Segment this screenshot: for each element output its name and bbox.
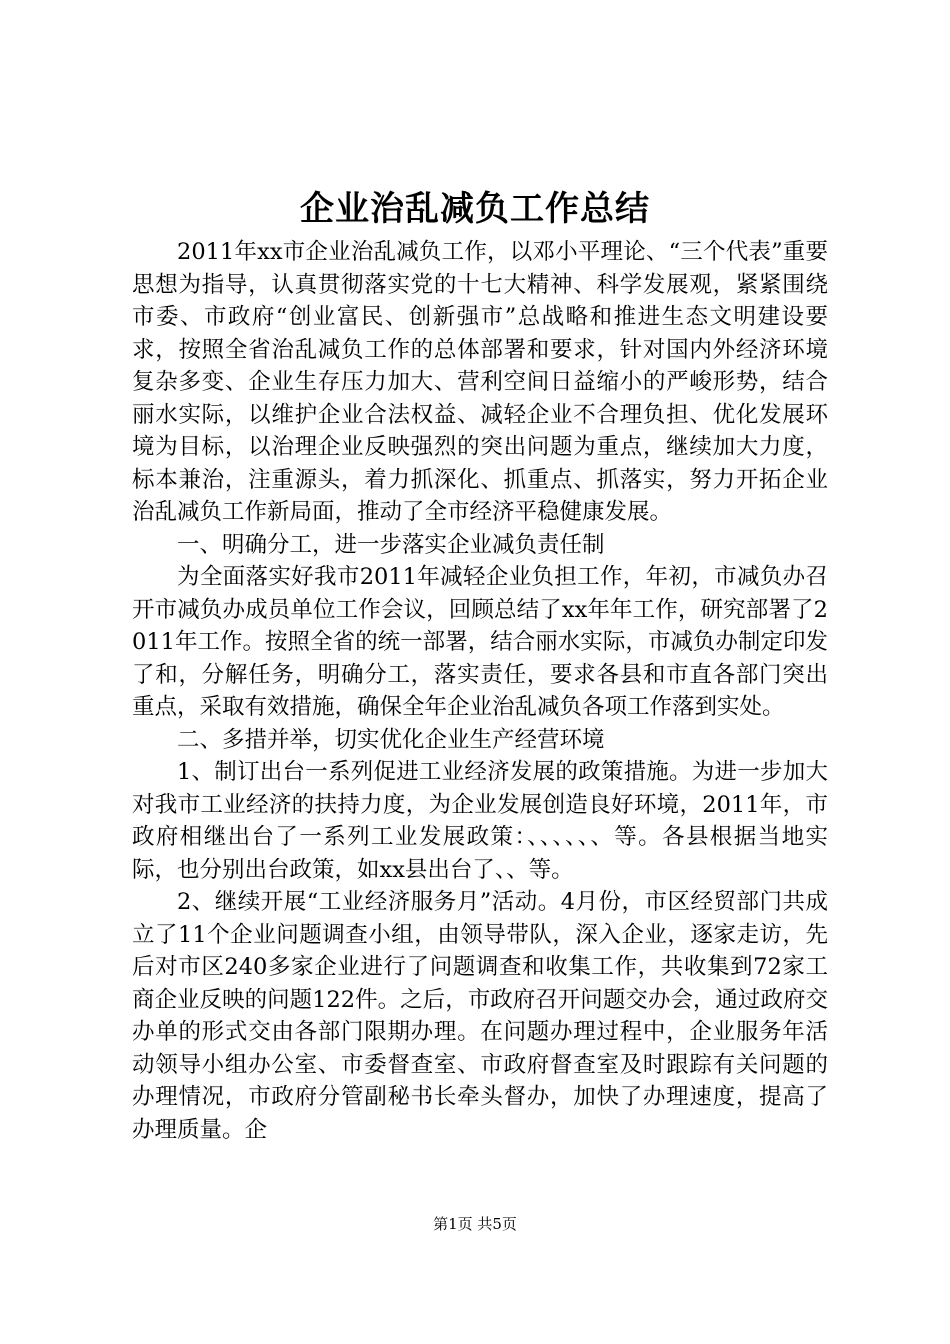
section-heading-1: 一、明确分工，进一步落实企业减负责任制 [177,531,605,558]
document-title: 企业治乱减负工作总结 [300,189,650,229]
section-2-item-1: 1、制订出台一系列促进工业经济发展的政策措施。为进一步加大对我市工业经济的扶持力度，为企业发展创造良好环境，2011年，市政府相继出台了一系列工业发展政策：、、、、、、等。各县根据当地实际，也分别出台政策，如xx县出台了、、等。 [132,759,828,883]
section-1-paragraph: 为全面落实好我市2011年减轻企业负担工作，年初，市减负办召开市减负办成员单位工作会议，回顾总结了xx年年工作，研究部署了2011年工作。按照全省的统一部署，结合丽水实际，市减负办制定印发了和，分解任务，明确分工，落实责任，要求各县和市直各部门突出重点，采取有效措施，确保全年企业治乱减负各项工作落到实处。 [132,564,828,720]
page-footer: 第1页 共5页 [433,1215,517,1233]
section-heading-2: 二、多措并举，切实优化企业生产经营环境 [177,726,605,753]
section-2-item-2: 2、继续开展“工业经济服务月”活动。4月份，市区经贸部门共成立了11个企业问题调查小组，由领导带队，深入企业，逐家走访，先后对市区240多家企业进行了问题调查和收集工作，共收集到72家工商企业反映的问题122件。之后，市政府召开问题交办会，通过政府交办单的形式交由各部门限期办理。在问题办理过程中，企业服务年活动领导小组办公室、市委督查室、市政府督查室及时跟踪有关问题的办理情况，市政府分管副秘书长牵头督办，加快了办理速度，提高了办理质量。企 [132,889,828,1143]
document-body [132,236,828,1146]
intro-paragraph: 2011年xx市企业治乱减负工作，以邓小平理论、“三个代表”重要思想为指导，认真贯彻落实党的十七大精神、科学发展观，紧紧围绕市委、市政府“创业富民、创新强市”总战略和推进生态文明建设要求，按照全省治乱减负工作的总体部署和要求，针对国内外经济环境复杂多变、企业生存压力加大、营利空间日益缩小的严峻形势，结合丽水实际，以维护企业合法权益、减轻企业不合理负担、优化发展环境为目标，以治理企业反映强烈的突出问题为重点，继续加大力度，标本兼治，注重源头，着力抓深化、抓重点、抓落实，努力开拓企业治乱减负工作新局面，推动了全市经济平稳健康发展。 [132,239,828,525]
